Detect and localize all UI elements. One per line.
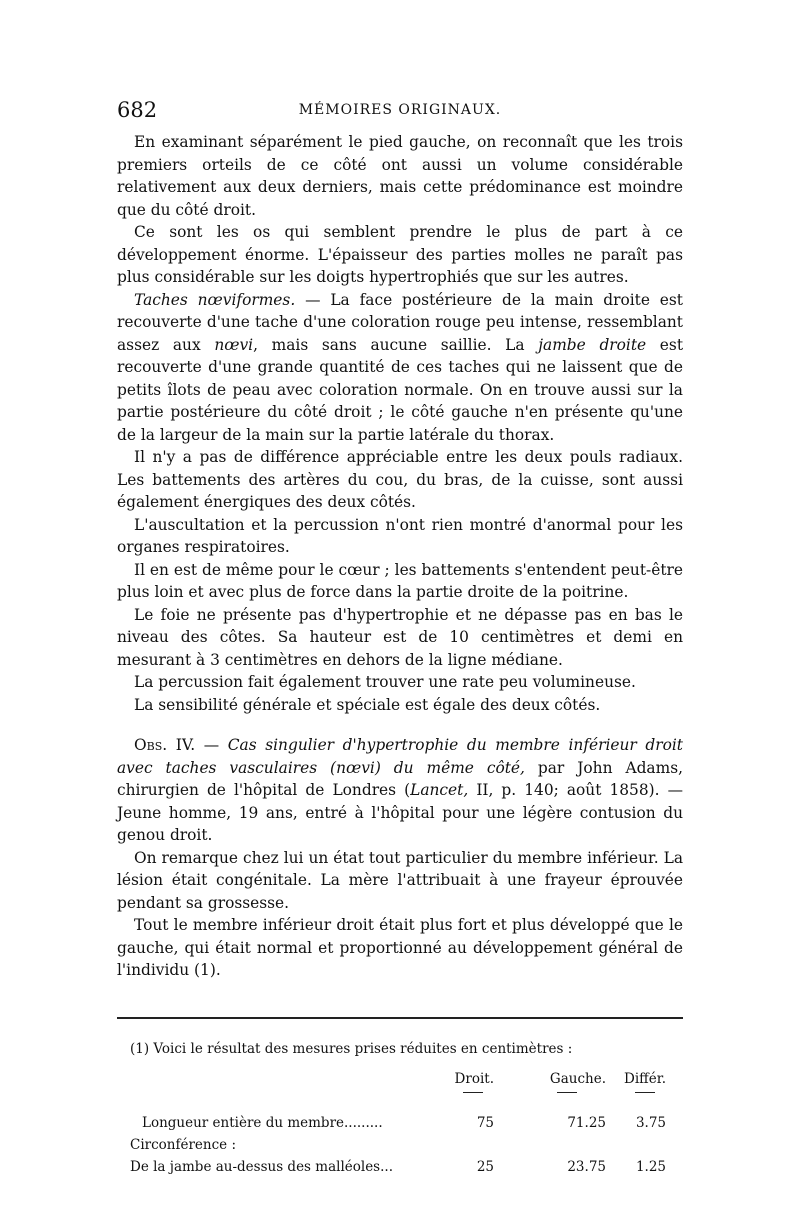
observation-dash: —	[195, 736, 228, 754]
paragraph: L'auscultation et la percussion n'ont rien montré d'anormal pour les organes respiratoires.	[117, 515, 683, 556]
paragraph-text: , mais sans aucune saillie. La	[253, 335, 539, 354]
row-label: De la jambe au-dessus des malléoles...	[130, 1159, 393, 1175]
page-header	[117, 98, 683, 122]
paragraph: Il n'y a pas de différence appréciable entre les deux pouls radiaux. Les battements des artères du cou, du bras, de la cuisse, sont aussi également énergiques des deux côtés.	[117, 448, 683, 511]
italic-term: jambe droite	[538, 335, 647, 354]
body-text	[117, 131, 683, 982]
paragraph: La sensibilité générale et spéciale est égale des deux côtés.	[134, 695, 601, 714]
paragraph: En examinant séparément le pied gauche, on reconnaît que les trois premiers orteils de ce côté ont aussi un volume considérable relativement aux deux derniers, mais cette prédominance est moindre que du côté droit.	[117, 133, 683, 219]
observation-text: par John Adams, chirurgien de l'hôpital de Londres (	[117, 758, 683, 799]
column-header-droit: Droit.	[454, 1071, 494, 1087]
table-row	[117, 1112, 683, 1134]
column-header-differ: Différ.	[624, 1071, 666, 1087]
italic-term: nœvi	[214, 335, 254, 354]
column-dashes	[117, 1090, 683, 1104]
paragraph-text: — La face postérieure de la main droite est recouverte d'une tache d'une coloration rouge peu intense, ressemblant assez aux	[117, 290, 683, 354]
footnote-table-header	[117, 1068, 683, 1090]
paragraph: Le foie ne présente pas d'hypertrophie et ne dépasse pas en bas le niveau des côtes. Sa hauteur est de 10 centimètres et demi en mesurant à 3 centimètres en dehors de la ligne médiane.	[117, 605, 683, 669]
cell-differ: 1.25	[635, 1159, 666, 1175]
row-label: Circonférence :	[130, 1137, 236, 1153]
column-dash	[557, 1092, 577, 1093]
cell-droit: 25	[476, 1159, 494, 1175]
footnote	[117, 1038, 683, 1178]
paragraph-text: est recouverte d'une grande quantité de ces taches qui ne laissent que de petits îlots de peau avec coloration normale. On en trouve aussi sur la partie postérieure du côté droit ; le côté gauche n'en présente qu'une de la largeur de la main sur la partie latérale du thorax.	[117, 335, 684, 444]
cell-differ: 3.75	[635, 1115, 666, 1131]
column-header-gauche: Gauche.	[549, 1071, 606, 1087]
paragraph: Tout le membre inférieur droit était plus fort et plus développé que le gauche, qui était normal et proportionné au développement général de l'individu (1).	[117, 916, 683, 979]
table-row	[117, 1134, 683, 1156]
paragraph: La percussion fait également trouver une rate peu volumineuse.	[134, 673, 636, 691]
table-row	[117, 1156, 683, 1178]
footnote-intro: (1) Voici le résultat des mesures prises réduites en centimètres :	[130, 1041, 573, 1057]
section-lead: Taches nœviformes.	[134, 290, 296, 309]
cell-gauche: 71.25	[567, 1115, 606, 1131]
column-dash	[463, 1092, 483, 1093]
running-title: MÉMOIRES ORIGINAUX.	[298, 102, 502, 118]
paragraph-taches-naeviformes	[117, 289, 683, 447]
page-number: 682	[117, 98, 158, 122]
row-label: Longueur entière du membre.........	[142, 1115, 383, 1131]
cell-gauche: 23.75	[567, 1159, 606, 1175]
observation-title: Cas singulier d'hypertrophie du membre inférieur droit avec taches vasculaires (nœvi) du même côté,	[117, 736, 683, 777]
paragraph: Ce sont les os qui semblent prendre le plus de part à ce développement énorme. L'épaisseur des parties molles ne paraît pas plus considérable sur les doigts hypertrophiés que sur les autres.	[117, 223, 683, 286]
cell-droit: 75	[476, 1115, 494, 1131]
paragraph: On remarque chez lui un état tout particulier du membre inférieur. La lésion était congénitale. La mère l'attribuait à une frayeur éprouvée pendant sa grossesse.	[117, 848, 683, 912]
journal-name: Lancet,	[410, 781, 469, 799]
observation-text: II, p. 140; août 1858). — Jeune homme, 19 ans, entré à l'hôpital pour une légère contusion du genou droit.	[117, 781, 683, 844]
paragraph: Il en est de même pour le cœur ; les battements s'entendent peut-être plus loin et avec plus de force dans la partie droite de la poitrine.	[117, 560, 683, 601]
observation-label: Obs. IV.	[134, 736, 196, 754]
column-dash	[635, 1092, 655, 1093]
observation-paragraph	[117, 734, 683, 847]
footnote-divider	[117, 1017, 683, 1019]
